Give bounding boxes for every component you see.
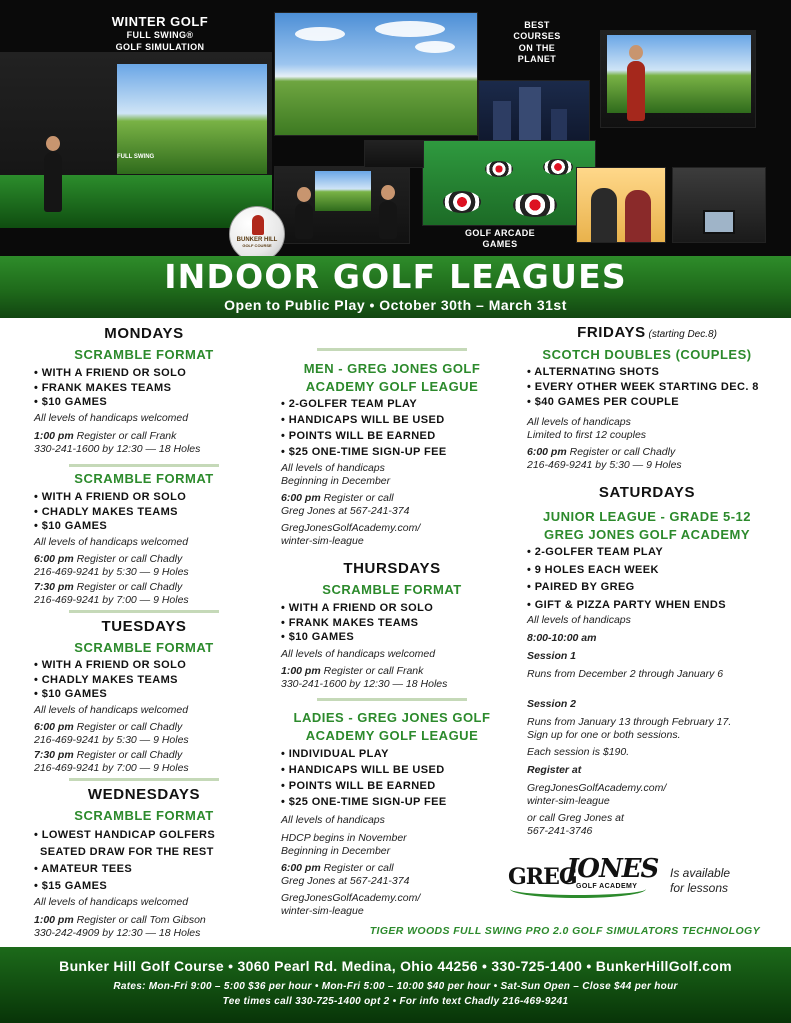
golf-arcade-caption (440, 228, 560, 251)
note: Beginning in December (281, 844, 391, 857)
men-league-title1: MEN - GREG JONES GOLF (303, 361, 481, 376)
note: Limited to first 12 couples (527, 428, 647, 441)
divider (69, 778, 219, 781)
format-heading: SCRAMBLE FORMAT (74, 640, 214, 655)
bullet: • 2-GOLFER TEAM PLAY (527, 546, 664, 558)
thursdays-block (281, 601, 503, 645)
url-line[interactable]: winter-sim-league (281, 534, 364, 547)
handicap-note: All levels of handicaps welcomed (34, 704, 189, 716)
time: 6:00 pm (281, 862, 321, 874)
bullet: • HANDICAPS WILL BE USED (281, 764, 445, 776)
men-league-notes (281, 462, 503, 487)
day-heading-mondays: MONDAYS (104, 325, 184, 342)
session2-desc-line: Runs from January 13 through February 17. (527, 716, 732, 728)
time: 1:00 pm (34, 914, 74, 926)
bullet: • AMATEUR TEES (34, 863, 133, 875)
ladies-league-notes (281, 832, 503, 857)
saturdays-call (527, 812, 767, 837)
session2-desc (527, 716, 767, 741)
winter-golf-sub1: FULL SWING® (126, 30, 194, 41)
best-courses-line: BEST (524, 20, 550, 30)
time: 6:00 pm (34, 553, 74, 565)
fridays-block (527, 365, 767, 410)
bullet: • WITH A FRIEND OR SOLO (34, 659, 187, 671)
divider (69, 464, 219, 467)
divider (317, 348, 467, 351)
bullet: • LOWEST HANDICAP GOLFERS (34, 829, 216, 841)
title-banner (0, 256, 791, 318)
time-detail: Register or call (320, 492, 394, 504)
lounge-photo (274, 166, 410, 244)
bullet: • CHADLY MAKES TEAMS (34, 673, 178, 686)
logo-word-jones: JONES (566, 854, 659, 884)
simulator-room-photo (0, 52, 272, 228)
saturdays-url[interactable] (527, 782, 767, 807)
format-heading: SCRAMBLE FORMAT (322, 582, 462, 597)
page-title: INDOOR GOLF LEAGUES (164, 257, 627, 296)
bullet: • GIFT & PIZZA PARTY WHEN ENDS (527, 598, 726, 611)
photo-collage (0, 0, 791, 256)
divider (69, 610, 219, 613)
register-label: Register at (527, 764, 582, 776)
bullet: • WITH A FRIEND OR SOLO (34, 491, 187, 503)
golf-arcade-line: GOLF ARCADE (464, 228, 536, 238)
bullet: • $25 ONE-TIME SIGN-UP FEE (281, 796, 447, 808)
note: HDCP begins in November (281, 832, 407, 844)
time-detail: Register or call Chadly (73, 581, 183, 593)
time-detail: Register or call Chadly (73, 553, 183, 565)
format-heading: SCRAMBLE FORMAT (74, 347, 214, 362)
best-courses-caption (505, 20, 569, 65)
time-detail: Register or call (320, 862, 394, 874)
junior-league-title2: GREG JONES GOLF ACADEMY (543, 527, 751, 542)
tablet-lesson-photo (672, 167, 766, 243)
url-line[interactable]: GregJonesGolfAcademy.com/ (281, 892, 421, 904)
men-league-url[interactable] (281, 522, 503, 547)
winter-golf-caption (80, 14, 240, 53)
time-detail-line2: Greg Jones at 567-241-374 (281, 874, 410, 887)
tiger-woods-tagline: TIGER WOODS FULL SWING PRO 2.0 GOLF SIMULATORS TECHNOLOGY (369, 925, 760, 937)
men-league-title2: ACADEMY GOLF LEAGUE (305, 379, 479, 394)
day-heading-thursdays: THURSDAYS (343, 560, 441, 577)
lessons-note (670, 866, 730, 896)
time-detail-line2: 216-469-9241 by 5:30 — 9 Holes (34, 565, 189, 578)
time: 1:00 pm (281, 665, 321, 677)
format-heading: SCRAMBLE FORMAT (74, 808, 214, 823)
day-heading-tuesdays: TUESDAYS (101, 618, 187, 635)
ladies-league-note0: All levels of handicaps (281, 814, 385, 826)
time-detail-line2: 216-469-9241 by 7:00 — 9 Holes (34, 761, 189, 774)
course-photo (274, 12, 478, 136)
logo-text: BUNKER HILL (236, 237, 278, 243)
bullet: • $10 GAMES (34, 396, 108, 408)
best-courses-line: ON THE (518, 42, 556, 53)
mondays-block2 (34, 490, 254, 534)
footer-rates: Rates: Mon-Fri 9:00 – 5:00 $36 per hour • Mon-Fri 5:00 – 10:00 $40 per hour • Sat-Sun Open – Close $44 per hour (113, 981, 678, 992)
note: All levels of handicaps (281, 462, 385, 474)
time-info (34, 749, 254, 774)
time-detail-line2: 216-469-9241 by 5:30 — 9 Holes (527, 458, 682, 471)
logo-subtitle: GOLF ACADEMY (576, 883, 638, 890)
fridays-notes (527, 416, 767, 441)
format-heading: SCRAMBLE FORMAT (74, 471, 214, 486)
ladies-league-url[interactable] (281, 892, 503, 917)
time-info (34, 553, 254, 578)
bullet: • $10 GAMES (34, 520, 108, 532)
greg-jones-logo (506, 850, 659, 910)
bullet: • $25 ONE-TIME SIGN-UP FEE (281, 446, 447, 458)
handicap-note: All levels of handicaps welcomed (281, 648, 436, 660)
best-courses-line: PLANET (517, 53, 557, 64)
winter-golf-sub2: GOLF SIMULATION (115, 41, 205, 52)
time-info (34, 430, 254, 455)
time: 7:30 pm (34, 581, 74, 593)
bullet: • FRANK MAKES TEAMS (281, 616, 419, 629)
time: 6:00 pm (34, 721, 74, 733)
day-heading-wednesdays: WEDNESDAYS (87, 786, 201, 803)
bullet: • FRANK MAKES TEAMS (34, 381, 172, 394)
bullet: • POINTS WILL BE EARNED (281, 430, 436, 442)
time-detail-line2: 330-241-1600 by 12:30 — 18 Holes (281, 677, 448, 690)
time-info (281, 862, 503, 887)
footer-address: Bunker Hill Golf Course • 3060 Pearl Rd. Medina, Ohio 44256 • 330-725-1400 • BunkerHillGolf.com (59, 958, 732, 974)
footer-tee-times: Tee times call 330-725-1400 opt 2 • For info text Chadly 216-469-9241 (222, 996, 569, 1007)
time-info (527, 446, 767, 471)
note: All levels of handicaps (527, 416, 631, 428)
time: 6:00 pm (527, 446, 567, 458)
ladies-league-bullets (281, 746, 503, 810)
handicap-note: All levels of handicaps welcomed (34, 896, 189, 908)
bullet: • $15 GAMES (34, 880, 108, 892)
url-line[interactable]: GregJonesGolfAcademy.com/ (281, 522, 421, 534)
bullet: • POINTS WILL BE EARNED (281, 780, 436, 792)
call-line: 567-241-3746 (527, 824, 593, 837)
note: Beginning in December (281, 474, 391, 487)
bullet: • CHADLY MAKES TEAMS (34, 505, 178, 518)
logo-word-greg: GREG (508, 864, 577, 890)
bunker-hill-logo (229, 206, 285, 256)
handicap-note: All levels of handicaps welcomed (34, 536, 189, 548)
time-detail-line2: 330-242-4909 by 12:30 — 18 Holes (34, 926, 201, 939)
handicap-note: All levels of handicaps welcomed (34, 412, 189, 424)
bay-photo (364, 140, 424, 168)
time-detail: Register or call Tom Gibson (73, 914, 206, 926)
url-line[interactable]: GregJonesGolfAcademy.com/ (527, 782, 667, 794)
time: 7:30 pm (34, 749, 74, 761)
bullet: • INDIVIDUAL PLAY (281, 748, 389, 760)
session2-label: Session 2 (527, 698, 577, 710)
time: 1:00 pm (34, 430, 74, 442)
time-detail-line2: 330-241-1600 by 12:30 — 18 Holes (34, 442, 201, 455)
bullet: • 9 HOLES EACH WEEK (527, 563, 659, 576)
time-detail: Register or call Chadly (73, 721, 183, 733)
best-courses-line: COURSES (513, 31, 561, 42)
page-subtitle: Open to Public Play • October 30th – March 31st (224, 297, 567, 313)
golf-arcade-line: GAMES (482, 239, 518, 250)
bullet: • WITH A FRIEND OR SOLO (281, 602, 434, 614)
bullet: • HANDICAPS WILL BE USED (281, 414, 445, 426)
time-detail: Register or call Frank (320, 665, 424, 677)
url-line[interactable]: winter-sim-league (281, 904, 364, 917)
lessons-line: for lessons (670, 881, 729, 895)
call-line: or call Greg Jones at (527, 812, 624, 824)
time-info (34, 581, 254, 606)
golfer-swing-photo (600, 30, 756, 128)
junior-league-title1: JUNIOR LEAGUE - GRADE 5-12 (542, 509, 752, 524)
mondays-block1 (34, 366, 254, 410)
session1-desc: Runs from December 2 through January 6 (527, 668, 724, 680)
bullet: • ALTERNATING SHOTS (527, 366, 660, 378)
tuesdays-block (34, 658, 254, 702)
bullet: • $10 GAMES (34, 688, 108, 700)
fridays-label: FRIDAYS (577, 324, 646, 341)
time-info (281, 492, 503, 517)
time-info (34, 721, 254, 746)
format-heading: SCOTCH DOUBLES (COUPLES) (542, 347, 752, 362)
saturdays-bullets (527, 544, 767, 614)
ladies-league-title2: ACADEMY GOLF LEAGUE (305, 728, 479, 743)
day-heading-saturdays: SATURDAYS (598, 484, 696, 501)
ladies-league-title1: LADIES - GREG JONES GOLF (293, 710, 491, 725)
fridays-note: (starting Dec.8) (645, 329, 717, 340)
bullet: • $10 GAMES (281, 631, 355, 643)
lessons-line: Is available (670, 866, 731, 880)
time-detail: Register or call Chadly (566, 446, 676, 458)
bullet: • EVERY OTHER WEEK STARTING DEC. 8 (527, 381, 759, 393)
time-detail-line2: 216-469-9241 by 7:00 — 9 Holes (34, 593, 189, 606)
time-detail: Register or call Frank (73, 430, 177, 442)
url-line[interactable]: winter-sim-league (527, 794, 610, 807)
time-info (281, 665, 503, 690)
time-detail-line2: Greg Jones at 567-241-374 (281, 504, 410, 517)
bullet: SEATED DRAW FOR THE REST (40, 846, 214, 858)
time-detail: Register or call Chadly (73, 749, 183, 761)
session1-label: Session 1 (527, 650, 577, 662)
logo-subtext: GOLF COURSE (242, 243, 272, 248)
men-league-heading (281, 360, 503, 396)
time: 6:00 pm (281, 492, 321, 504)
winter-golf-title: WINTER GOLF (111, 14, 209, 29)
bullet: • PAIRED BY GREG (527, 581, 635, 593)
day-heading-fridays (527, 324, 767, 341)
screen-brand: FULL SWING (117, 154, 155, 160)
instructors-photo (576, 167, 666, 243)
handicap-note: All levels of handicaps (527, 614, 631, 626)
junior-league-heading (527, 508, 767, 544)
ladies-league-heading (281, 709, 503, 745)
bullet: • WITH A FRIEND OR SOLO (34, 367, 187, 379)
wednesdays-block (34, 827, 254, 895)
golf-arcade-photo (422, 140, 596, 226)
saturday-time: 8:00-10:00 am (527, 632, 597, 644)
session2-desc-line: Sign up for one or both sessions. (527, 728, 681, 741)
men-league-bullets (281, 396, 503, 460)
bullet: • 2-GOLFER TEAM PLAY (281, 398, 418, 410)
divider (317, 698, 467, 701)
session-cost: Each session is $190. (527, 746, 630, 758)
footer (0, 947, 791, 1023)
bullet: • $40 GAMES PER COUPLE (527, 396, 680, 408)
time-detail-line2: 216-469-9241 by 5:30 — 9 Holes (34, 733, 189, 746)
